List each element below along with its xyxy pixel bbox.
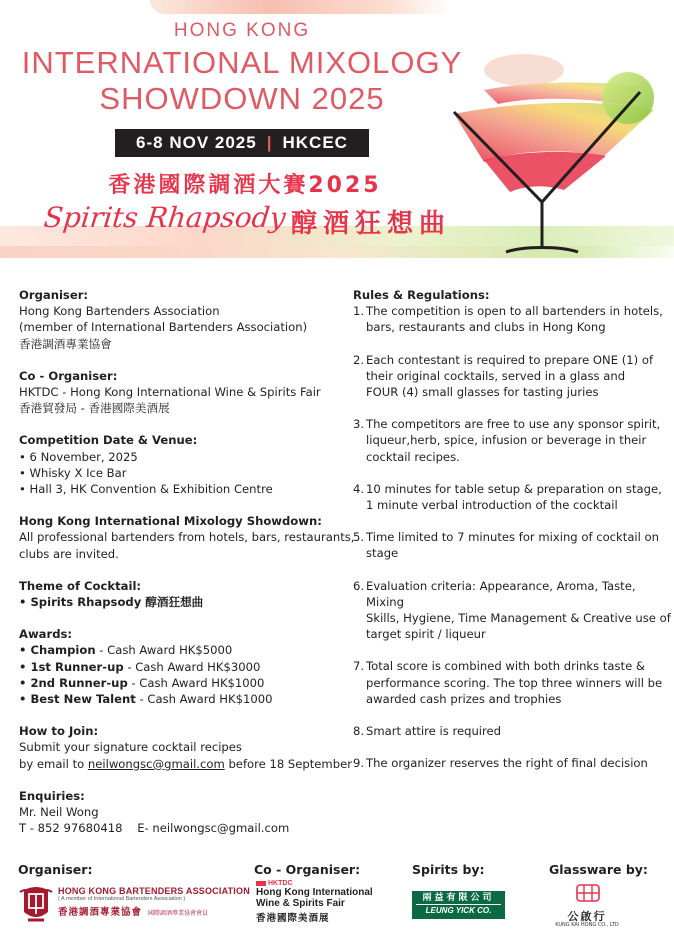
hktdc-fair-name-line1: Hong Kong International xyxy=(256,887,373,898)
award-detail: - Cash Award HK$1000 xyxy=(135,692,273,707)
enquiries-contact-details: T - 852 97680418 E- neilwongsc@gmail.com xyxy=(19,821,290,836)
rule-item xyxy=(353,658,671,707)
theme-value: • Spirits Rhapsody 醇酒狂想曲 xyxy=(19,595,204,610)
rule-text-line: their original cocktails, served in a glass and xyxy=(366,368,626,383)
how-to-join-text: Submit your signature cocktail recipes xyxy=(19,740,242,755)
hkba-logo-icon xyxy=(18,882,54,926)
rule-text-line: 10 minutes for table setup & preparation on stage, xyxy=(366,481,662,496)
date-venue-bar xyxy=(115,129,369,157)
event-city: HONG KONG xyxy=(173,20,311,41)
footer-co-organiser-heading: Co - Organiser: xyxy=(254,862,361,877)
award-title: • Best New Talent xyxy=(19,692,136,707)
how-to-join-section xyxy=(19,723,352,772)
hktdc-logo xyxy=(256,880,373,924)
rule-item xyxy=(353,481,671,513)
rule-item xyxy=(353,416,671,465)
rules-column xyxy=(353,287,671,787)
organiser-heading: Organiser: xyxy=(19,288,89,302)
rule-text-line: The organizer reserves the right of final decision xyxy=(366,756,648,771)
theme-section xyxy=(19,578,349,610)
rule-text-line: The competitors are free to use any sponsor spirit, xyxy=(366,417,661,432)
rule-text-line: Evaluation criteria: Appearance, Aroma, Taste, Mixing xyxy=(366,578,636,609)
theme-title-chinese: 醇酒狂想曲 xyxy=(291,209,452,239)
rule-number: 2. xyxy=(353,352,365,367)
rule-text-line: Smart attire is required xyxy=(366,724,502,739)
email-suffix: before 18 September xyxy=(224,756,352,771)
co-organiser-section xyxy=(19,368,349,417)
rule-text-line: 1 minute verbal introduction of the cocktail xyxy=(366,498,618,513)
rule-item xyxy=(353,303,671,335)
enquiries-section xyxy=(19,788,349,837)
rule-text-line: FOUR (4) small glasses for tasting juries xyxy=(366,385,599,400)
date-venue-heading: Competition Date & Venue: xyxy=(19,433,198,448)
hktdc-tag-text: HKTDC xyxy=(268,880,293,887)
hkba-name-chinese: 香港調酒專業協會 xyxy=(58,907,143,918)
rule-item xyxy=(353,723,671,739)
rules-heading: Rules & Regulations: xyxy=(353,288,490,302)
hero-banner xyxy=(0,0,674,258)
date-venue-item: • Hall 3, HK Convention & Exhibition Centre xyxy=(19,482,273,497)
date-separator: | xyxy=(266,133,273,152)
rule-number: 8. xyxy=(353,724,365,739)
rule-item xyxy=(353,755,671,771)
awards-section xyxy=(19,626,349,707)
rule-text-line: Each contestant is required to prepare ONE (1) of xyxy=(366,352,654,367)
showdown-heading: Hong Kong International Mixology Showdown: xyxy=(19,514,322,529)
award-item xyxy=(19,659,349,675)
hkba-name-english: HONG KONG BARTENDERS ASSOCIATION xyxy=(58,886,250,896)
showdown-text-line: All professional bartenders from hotels, bars, restaurants, xyxy=(19,530,355,545)
leung-yick-logo xyxy=(412,891,505,927)
footer-spirits-heading: Spirits by: xyxy=(412,862,485,877)
organiser-membership: (member of International Bartenders Association) xyxy=(19,320,308,335)
rule-text-line: Total score is combined with both drinks taste & xyxy=(366,659,645,674)
organiser-name-chinese: 香港調酒專業協會 xyxy=(19,336,112,351)
event-title-line1: INTERNATIONAL MIXOLOGY xyxy=(21,45,463,80)
submission-email-link[interactable]: neilwongsc@gmail.com xyxy=(87,756,225,771)
rule-text-line: liqueur,herb, spice, infusion or beverage in their xyxy=(366,433,647,448)
leung-yick-name-english: LEUNG YICK CO. LTD. xyxy=(416,904,501,929)
co-organiser-name: HKTDC - Hong Kong International Wine & Spirits Fair xyxy=(19,385,321,400)
rule-item xyxy=(353,352,671,401)
rule-number: 7. xyxy=(353,659,365,674)
email-prefix: by email to xyxy=(19,756,88,771)
rule-item xyxy=(353,578,671,643)
rule-text-line: Skills, Hygiene, Time Management & Creative use of xyxy=(366,611,671,626)
co-organiser-heading: Co - Organiser: xyxy=(19,368,118,383)
hkba-logo-text xyxy=(58,886,250,918)
left-column xyxy=(19,287,355,852)
award-detail: - Cash Award HK$5000 xyxy=(95,643,233,658)
hkba-membership: ( A member of International Bartenders Association ) xyxy=(58,896,186,902)
award-item xyxy=(19,675,349,691)
award-title: • 2nd Runner-up xyxy=(19,675,128,690)
footer-glassware-heading: Glassware by: xyxy=(549,862,648,877)
kung-kai-name-english: KUNG KAI HONG CO., LTD xyxy=(555,922,619,928)
rule-text-line: bars, restaurants and clubs in Hong Kong xyxy=(366,320,606,335)
award-detail: - Cash Award HK$3000 xyxy=(123,659,261,674)
hkba-name-chinese-line xyxy=(58,904,250,918)
hktdc-fair-name-line2: Wine & Spirits Fair xyxy=(256,898,345,909)
date-venue-section xyxy=(19,432,349,497)
rule-text-line: The competition is open to all bartenders in hotels, xyxy=(366,304,663,319)
organiser-section xyxy=(19,287,349,352)
hktdc-fair-name-chinese: 香港國際美酒展 xyxy=(256,913,330,924)
rule-text-line: target spirit / liqueur xyxy=(366,627,486,642)
hktdc-mark-icon xyxy=(256,881,266,886)
event-title-chinese: 香港國際調酒大賽2025 xyxy=(108,173,382,198)
enquiries-heading: Enquiries: xyxy=(19,788,85,803)
rule-text-line: Time limited to 7 minutes for mixing of cocktail on xyxy=(366,530,659,545)
award-title: • Champion xyxy=(19,643,96,658)
rule-item xyxy=(353,529,671,561)
event-venue-code: HKCEC xyxy=(282,133,348,152)
rule-number: 6. xyxy=(353,578,365,593)
footer-organiser-heading: Organiser: xyxy=(18,862,93,877)
rule-number: 4. xyxy=(353,481,365,496)
paint-stroke-top xyxy=(150,0,450,14)
award-title: • 1st Runner-up xyxy=(19,659,124,674)
rule-text-line: awarded cash prizes and trophies xyxy=(366,691,562,706)
event-dates: 6-8 NOV 2025 xyxy=(136,133,257,152)
how-to-join-heading: How to Join: xyxy=(19,724,99,739)
date-venue-item: • Whisky X Ice Bar xyxy=(19,465,127,480)
how-to-join-email-line xyxy=(19,756,352,772)
hkba-membership-chinese: 國際調酒專業協會會員 xyxy=(148,911,209,917)
cocktail-glass-illustration xyxy=(414,52,674,258)
showdown-section xyxy=(19,513,355,562)
organiser-name: Hong Kong Bartenders Association xyxy=(19,304,220,319)
awards-heading: Awards: xyxy=(19,627,73,642)
rule-text-line: performance scoring. The top three winners will be xyxy=(366,675,663,690)
co-organiser-name-chinese: 香港貿發局 - 香港國際美酒展 xyxy=(19,401,170,416)
showdown-text-line: clubs are invited. xyxy=(19,546,119,561)
rule-number: 3. xyxy=(353,417,365,432)
enquiries-contact-name: Mr. Neil Wong xyxy=(19,805,99,820)
rule-number: 5. xyxy=(353,530,365,545)
rule-number: 1. xyxy=(353,304,365,319)
theme-heading: Theme of Cocktail: xyxy=(19,578,142,593)
award-detail: - Cash Award HK$1000 xyxy=(127,675,265,690)
sponsor-footer xyxy=(0,862,674,951)
event-title-line2: SHOWDOWN 2025 xyxy=(99,81,385,116)
award-item xyxy=(19,642,349,658)
rule-number: 9. xyxy=(353,756,365,771)
date-venue-item: • 6 November, 2025 xyxy=(19,449,138,464)
rule-text-line: stage xyxy=(366,546,399,561)
award-item xyxy=(19,691,349,707)
leung-yick-name-chinese: 兩益有限公司 xyxy=(422,892,495,902)
theme-title-english: Spirits Rhapsody xyxy=(42,201,288,234)
hktdc-tag xyxy=(256,880,373,887)
kung-kai-logo-icon xyxy=(576,882,600,904)
rule-text-line: cocktail recipes. xyxy=(366,449,460,464)
kung-kai-name-chinese: 公啟行 xyxy=(567,910,607,923)
